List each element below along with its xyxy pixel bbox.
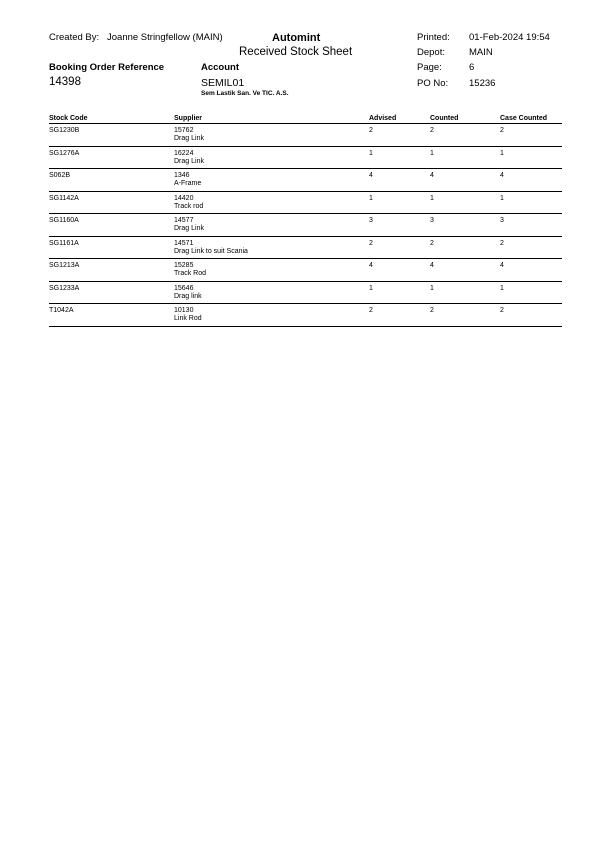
item-description: Track Rod bbox=[174, 270, 207, 277]
table-row bbox=[49, 304, 562, 327]
advised-qty: 1 bbox=[369, 284, 373, 292]
company-name: Automint bbox=[272, 32, 321, 44]
page-label: Page: bbox=[417, 62, 442, 73]
advised-qty: 2 bbox=[369, 127, 373, 134]
supplier-code: 15285 bbox=[174, 262, 194, 269]
booking-ref-value: 14398 bbox=[49, 76, 81, 88]
counted-qty: 2 bbox=[430, 307, 434, 314]
counted-qty: 1 bbox=[430, 284, 434, 292]
page-value: 6 bbox=[469, 62, 475, 73]
created-by-value: Joanne Stringfellow (MAIN) bbox=[107, 32, 223, 43]
stock-code: SG1276A bbox=[49, 149, 80, 157]
case-counted-qty: 2 bbox=[500, 127, 504, 134]
counted-qty: 2 bbox=[430, 239, 434, 247]
document-title: Received Stock Sheet bbox=[239, 46, 353, 58]
table-row bbox=[49, 214, 562, 237]
case-counted-qty: 1 bbox=[500, 194, 504, 202]
advised-qty: 4 bbox=[369, 172, 373, 179]
table-row bbox=[49, 169, 562, 192]
stock-code: SG1161A bbox=[49, 239, 79, 247]
col-counted: Counted bbox=[430, 115, 459, 122]
po-value: 15236 bbox=[469, 78, 496, 89]
supplier-code: 14577 bbox=[174, 217, 194, 224]
table-row bbox=[49, 192, 562, 215]
col-case-counted: Case Counted bbox=[500, 115, 548, 122]
case-counted-qty: 2 bbox=[500, 239, 504, 247]
supplier-code: 16224 bbox=[174, 149, 194, 157]
col-stock-code: Stock Code bbox=[49, 115, 88, 122]
supplier-code: 15762 bbox=[174, 127, 194, 134]
case-counted-qty: 3 bbox=[500, 217, 504, 224]
account-name: Sem Lastik San. Ve TIC. A.S. bbox=[201, 90, 289, 97]
advised-qty: 2 bbox=[369, 239, 373, 247]
supplier-code: 14571 bbox=[174, 239, 194, 247]
printed-value: 01-Feb-2024 19:54 bbox=[469, 32, 550, 43]
stock-code: S062B bbox=[49, 172, 71, 179]
stock-code: SG1230B bbox=[49, 127, 80, 134]
advised-qty: 3 bbox=[369, 217, 373, 224]
advised-qty: 1 bbox=[369, 194, 373, 202]
counted-qty: 4 bbox=[430, 172, 434, 179]
booking-ref-label: Booking Order Reference bbox=[49, 62, 165, 73]
counted-qty: 4 bbox=[430, 262, 434, 269]
table-row bbox=[49, 124, 562, 147]
counted-qty: 2 bbox=[430, 127, 434, 134]
table-row bbox=[49, 147, 562, 170]
printed-label: Printed: bbox=[417, 32, 450, 43]
supplier-code: 10130 bbox=[174, 307, 194, 314]
case-counted-qty: 1 bbox=[500, 149, 504, 157]
col-advised: Advised bbox=[369, 115, 397, 122]
item-description: Drag Link bbox=[174, 135, 204, 142]
table-row bbox=[49, 237, 562, 260]
case-counted-qty: 1 bbox=[500, 284, 504, 292]
stock-code: SG1160A bbox=[49, 217, 79, 224]
counted-qty: 1 bbox=[430, 194, 434, 202]
po-label: PO No: bbox=[417, 78, 449, 89]
col-supplier: Supplier bbox=[174, 115, 203, 122]
item-description: Track rod bbox=[174, 202, 204, 210]
stock-code: SG1142A bbox=[49, 194, 79, 202]
item-description: Drag Link to suit Scania bbox=[174, 247, 248, 255]
advised-qty: 4 bbox=[369, 262, 373, 269]
table-row bbox=[49, 259, 562, 282]
advised-qty: 2 bbox=[369, 307, 373, 314]
supplier-code: 1346 bbox=[174, 172, 190, 179]
account-code: SEMIL01 bbox=[201, 77, 245, 89]
supplier-code: 14420 bbox=[174, 194, 194, 202]
table-row bbox=[49, 282, 562, 305]
table-header bbox=[49, 113, 562, 124]
item-description: Link Rod bbox=[174, 315, 202, 322]
case-counted-qty: 4 bbox=[500, 262, 504, 269]
stock-code: SG1233A bbox=[49, 284, 80, 292]
item-description: Drag link bbox=[174, 292, 202, 300]
case-counted-qty: 4 bbox=[500, 172, 504, 179]
item-description: Drag Link bbox=[174, 157, 204, 165]
case-counted-qty: 2 bbox=[500, 307, 504, 314]
stock-code: T1042A bbox=[49, 307, 74, 314]
account-label: Account bbox=[201, 62, 239, 73]
depot-value: MAIN bbox=[469, 47, 493, 58]
item-description: Drag Link bbox=[174, 225, 204, 232]
created-by-label: Created By: bbox=[49, 32, 100, 43]
table-body bbox=[49, 124, 562, 327]
item-description: A-Frame bbox=[174, 180, 202, 187]
depot-label: Depot: bbox=[417, 47, 445, 58]
counted-qty: 1 bbox=[430, 149, 434, 157]
stock-table bbox=[49, 113, 562, 327]
supplier-code: 15646 bbox=[174, 284, 194, 292]
stock-code: SG1213A bbox=[49, 262, 80, 269]
advised-qty: 1 bbox=[369, 149, 373, 157]
counted-qty: 3 bbox=[430, 217, 434, 224]
